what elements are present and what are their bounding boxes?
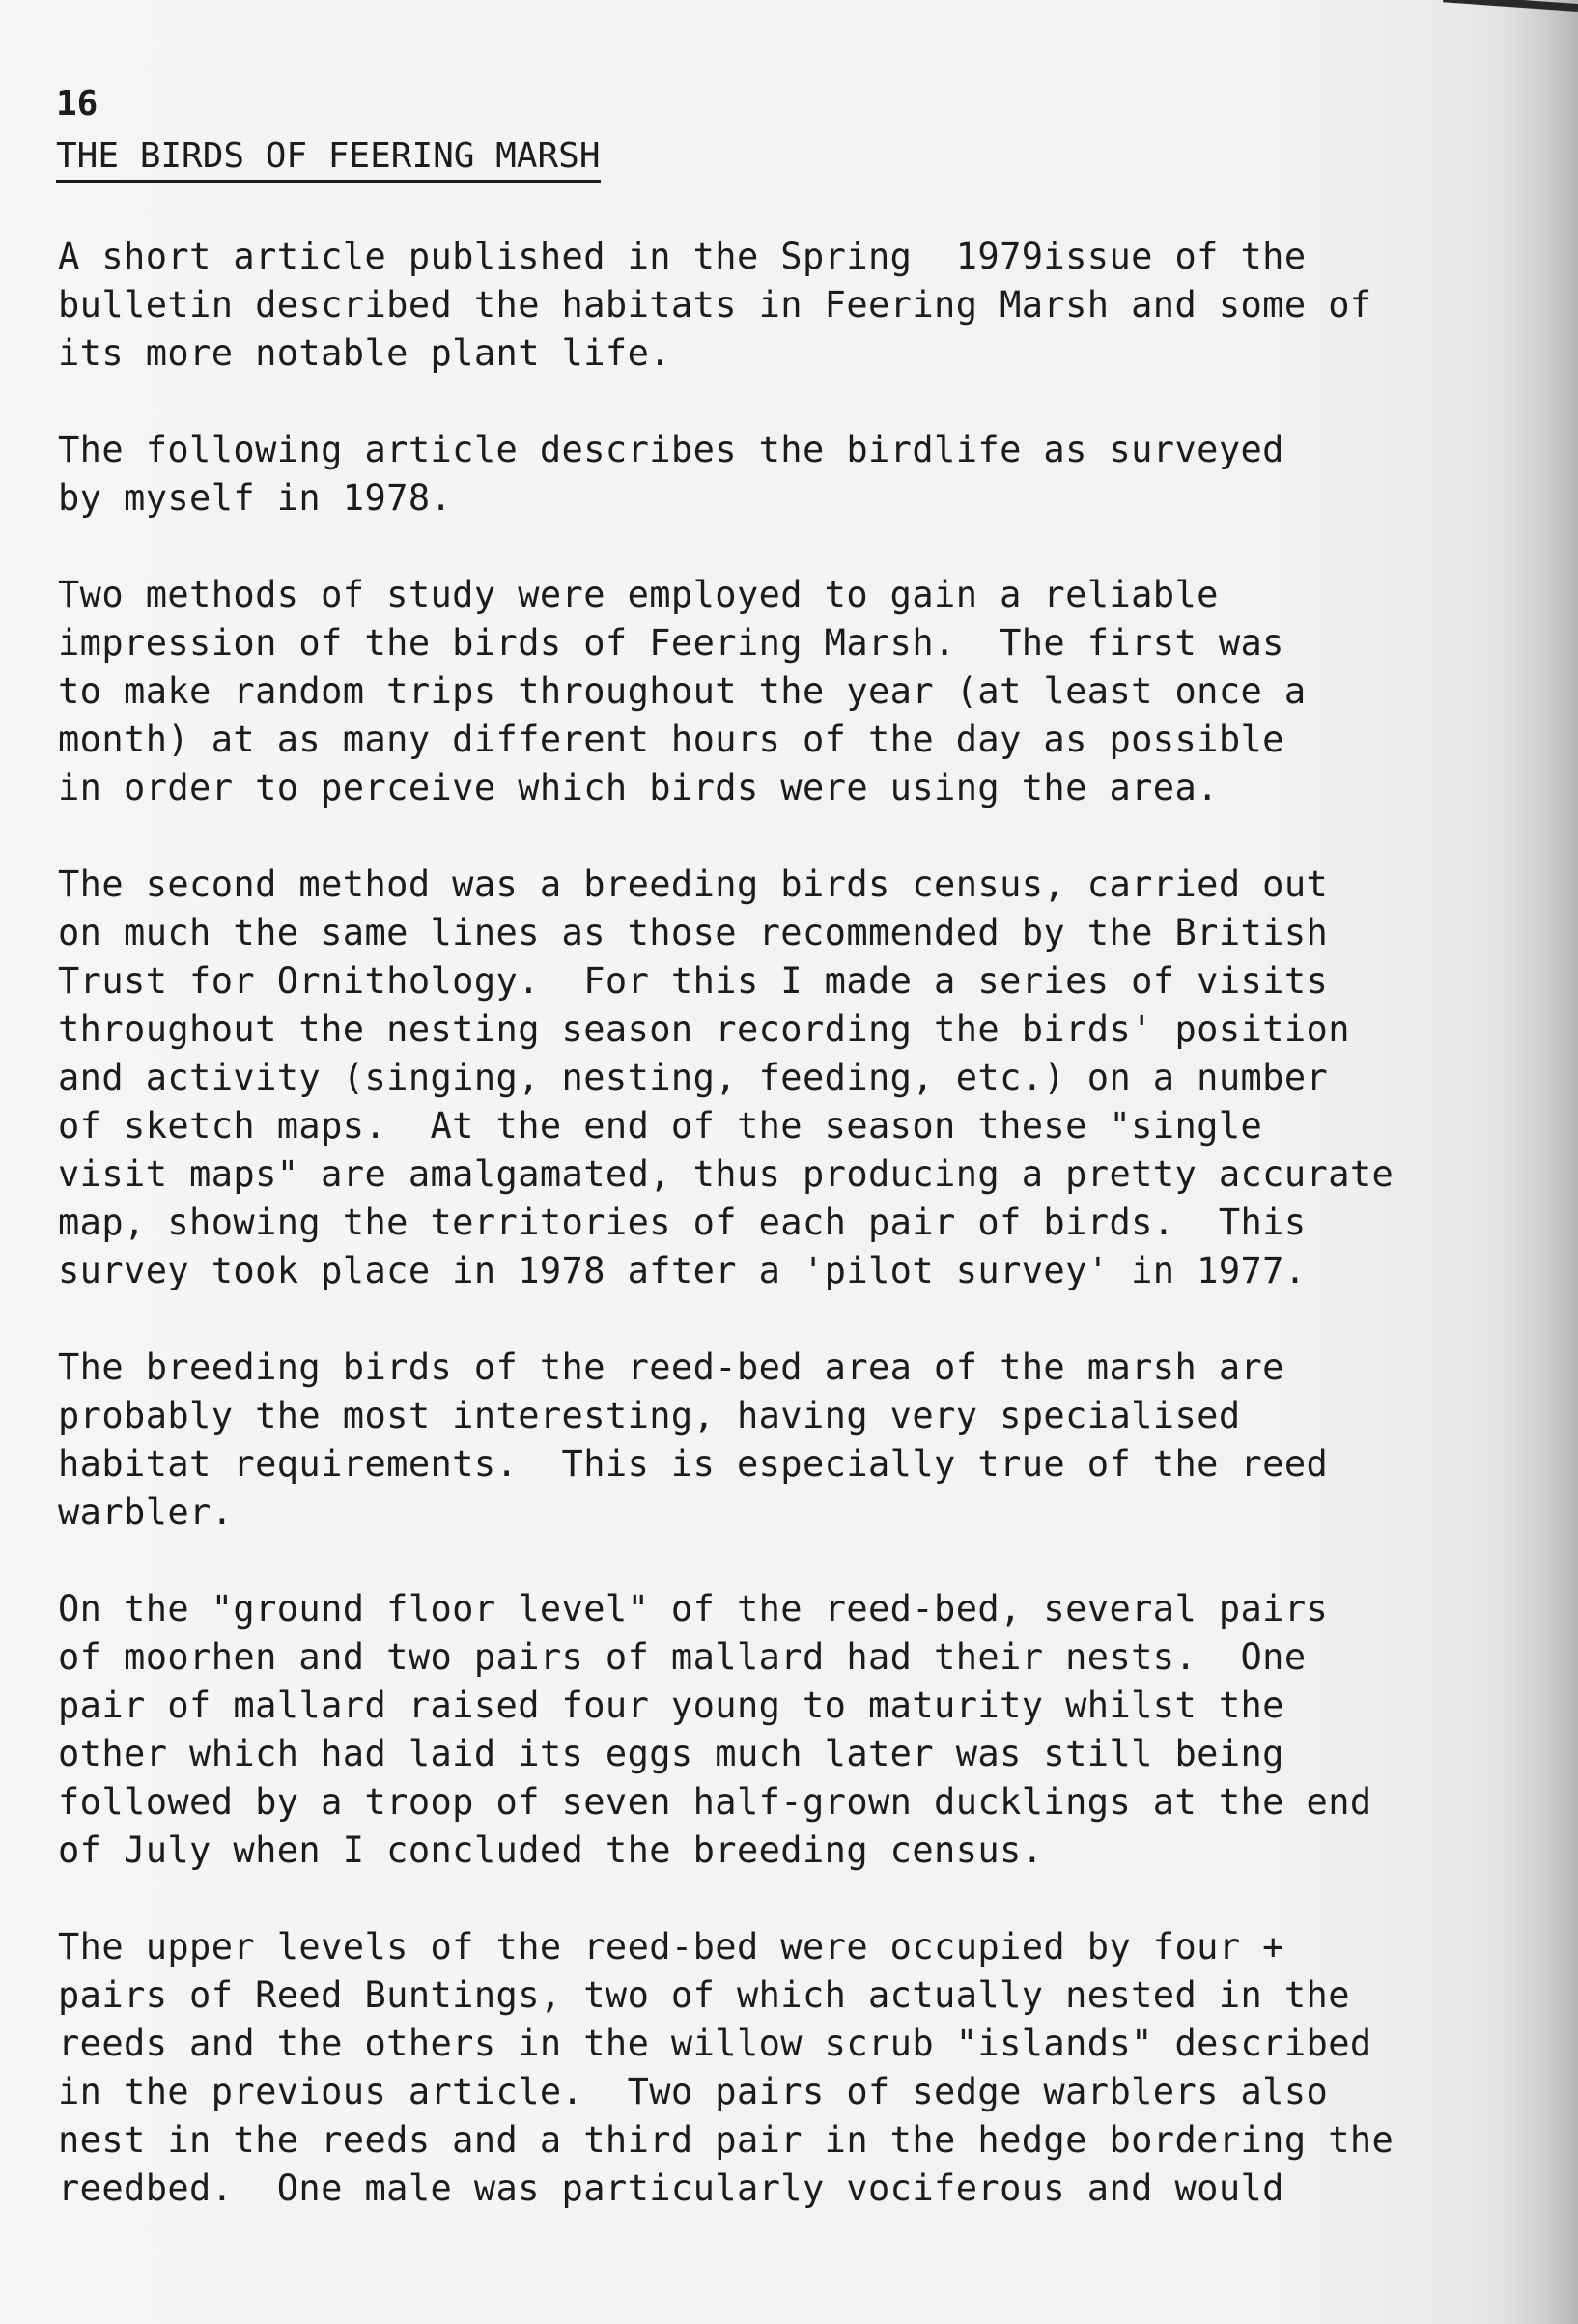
text-line: On the "ground floor level" of the reed-bed, several pairs bbox=[58, 1588, 1329, 1630]
text-line: A short article published in the Spring 1979issue of the bbox=[58, 236, 1307, 277]
text-line: survey took place in 1978 after a 'pilot survey' in 1977. bbox=[58, 1250, 1307, 1291]
text-line: month) at as many different hours of the day as possible bbox=[58, 719, 1284, 760]
paragraph-ground-floor bbox=[58, 1585, 1545, 1875]
text-line: The breeding birds of the reed-bed area of the marsh are bbox=[58, 1346, 1284, 1388]
text-line: in the previous article. Two pairs of sedge warblers also bbox=[58, 2071, 1329, 2112]
paragraph-intro bbox=[58, 233, 1545, 378]
text-line: throughout the nesting season recording the birds' position bbox=[58, 1008, 1350, 1050]
article-body bbox=[58, 233, 1545, 2261]
paragraph-methods bbox=[58, 571, 1545, 812]
text-line: of moorhen and two pairs of mallard had their nests. One bbox=[58, 1636, 1307, 1678]
text-line: visit maps" are amalgamated, thus producing a pretty accurate bbox=[58, 1153, 1395, 1195]
text-line: on much the same lines as those recommended by the British bbox=[58, 912, 1329, 953]
text-line: reedbed. One male was particularly vociferous and would bbox=[58, 2168, 1284, 2209]
text-line: pairs of Reed Buntings, two of which actually nested in the bbox=[58, 1974, 1350, 2016]
page-number: 16 bbox=[56, 84, 99, 124]
text-line: to make random trips throughout the year (at least once a bbox=[58, 670, 1307, 712]
paragraph-reed-bed bbox=[58, 1344, 1545, 1537]
text-line: map, showing the territories of each pair of birds. This bbox=[58, 1202, 1307, 1243]
text-line: followed by a troop of seven half-grown ducklings at the end bbox=[58, 1781, 1372, 1823]
text-line: reeds and the others in the willow scrub "islands" described bbox=[58, 2023, 1372, 2064]
text-line: and activity (singing, nesting, feeding, etc.) on a number bbox=[58, 1057, 1329, 1098]
text-line: The second method was a breeding birds census, carried out bbox=[58, 864, 1329, 905]
text-line: The upper levels of the reed-bed were occupied by four + bbox=[58, 1926, 1284, 1968]
text-line: habitat requirements. This is especially true of the reed bbox=[58, 1443, 1329, 1485]
text-line: of sketch maps. At the end of the season these "single bbox=[58, 1105, 1263, 1147]
text-line: The following article describes the birdlife as surveyed bbox=[58, 429, 1284, 470]
paragraph-purpose bbox=[58, 426, 1545, 523]
paragraph-upper-levels bbox=[58, 1923, 1545, 2213]
text-line: by myself in 1978. bbox=[58, 477, 453, 519]
text-line: Two methods of study were employed to gain a reliable bbox=[58, 574, 1219, 615]
paragraph-census bbox=[58, 861, 1545, 1295]
text-line: bulletin described the habitats in Feering Marsh and some of bbox=[58, 284, 1372, 326]
text-line: nest in the reeds and a third pair in the hedge bordering the bbox=[58, 2119, 1395, 2161]
text-line: probably the most interesting, having very specialised bbox=[58, 1395, 1241, 1436]
text-line: its more notable plant life. bbox=[58, 332, 671, 374]
text-line: warbler. bbox=[58, 1491, 234, 1533]
article-title: THE BIRDS OF FEERING MARSH bbox=[56, 135, 601, 183]
text-line: other which had laid its eggs much later was still being bbox=[58, 1733, 1284, 1774]
text-line: of July when I concluded the breeding census. bbox=[58, 1829, 1044, 1871]
text-line: in order to perceive which birds were using the area. bbox=[58, 767, 1219, 808]
text-line: Trust for Ornithology. For this I made a series of visits bbox=[58, 960, 1329, 1002]
text-line: pair of mallard raised four young to maturity whilst the bbox=[58, 1685, 1284, 1726]
text-line: impression of the birds of Feering Marsh. The first was bbox=[58, 622, 1284, 664]
